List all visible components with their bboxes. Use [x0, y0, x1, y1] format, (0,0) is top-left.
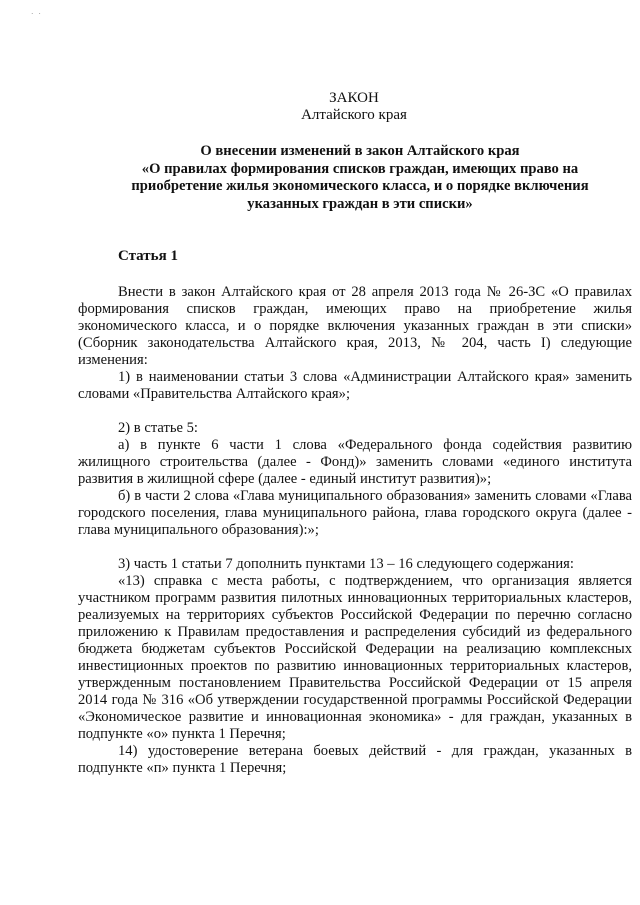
- document-body: [78, 284, 632, 777]
- paragraph-item-1: 1) в наименовании статьи 3 слова «Администрации Алтайского края» заменить словами «Правительства Алтайского края»;: [78, 369, 632, 402]
- law-heading: ЗАКОН: [329, 90, 379, 106]
- paragraph-intro: Внести в закон Алтайского края от 28 апреля 2013 года № 26-ЗС «О правилах формирования списков граждан, имеющих право на приобретение жилья экономического класса, и о порядке включения указанных граждан в эти списки» (Сборник законодательства Алтайского края, 2013, № 204, часть I) следующие изменения:: [78, 284, 632, 368]
- law-title-line: указанных граждан в эти списки»: [247, 195, 473, 212]
- paragraph-item-2b: б) в части 2 слова «Глава муниципального образования» заменить словами «Глава городского поселения, глава муниципального района, глава городского округа (далее - глава муниципального образования):»;: [78, 488, 632, 538]
- paragraph-item-3: 3) часть 1 статьи 7 дополнить пунктами 13 – 16 следующего содержания:: [118, 556, 574, 572]
- law-title-line: «О правилах формирования списков граждан, имеющих право на: [141, 160, 579, 177]
- law-title-line: приобретение жилья экономического класса, и о порядке включения: [131, 178, 589, 194]
- law-title: [80, 143, 640, 213]
- paragraph-item-13: «13) справка с места работы, с подтверждением, что организация является участником программ развития пилотных инновационных территориальных кластеров, реализуемых на территориях субъектов Российской Федерации по перечню согласно приложению к Правилам предоставления и распределения субсидий из федерального бюджета бюджетам субъектов Российской Федерации на реализацию комплексных инвестиционных проектов по развитию инновационных территориальных кластеров, утвержденным постановлением Правительства Российской Федерации от 15 апреля 2014 года № 316 «Об утверждении государственной программы Российской Федерации «Экономическое развитие и инновационная экономика» - для граждан, указанных в подпункте «о» пункта 1 Перечня;: [78, 573, 632, 742]
- paragraph-item-2: 2) в статье 5:: [118, 420, 198, 436]
- law-title-line: О внесении изменений в закон Алтайского края: [200, 143, 520, 159]
- law-region: Алтайского края: [301, 107, 407, 123]
- paragraph-item-2a: а) в пункте 6 части 1 слова «Федерального фонда содействия развитию жилищного строительства (далее - Фонд)» заменить словами «единого института развития в жилищной сфере (далее - единый институт развития)»;: [78, 437, 632, 487]
- scan-artifact-mark: ˙ ˙: [30, 13, 42, 23]
- paragraph-item-14: 14) удостоверение ветерана боевых действий - для граждан, указанных в подпункте «п» пункта 1 Перечня;: [78, 743, 632, 776]
- article-heading: Статья 1: [118, 248, 178, 264]
